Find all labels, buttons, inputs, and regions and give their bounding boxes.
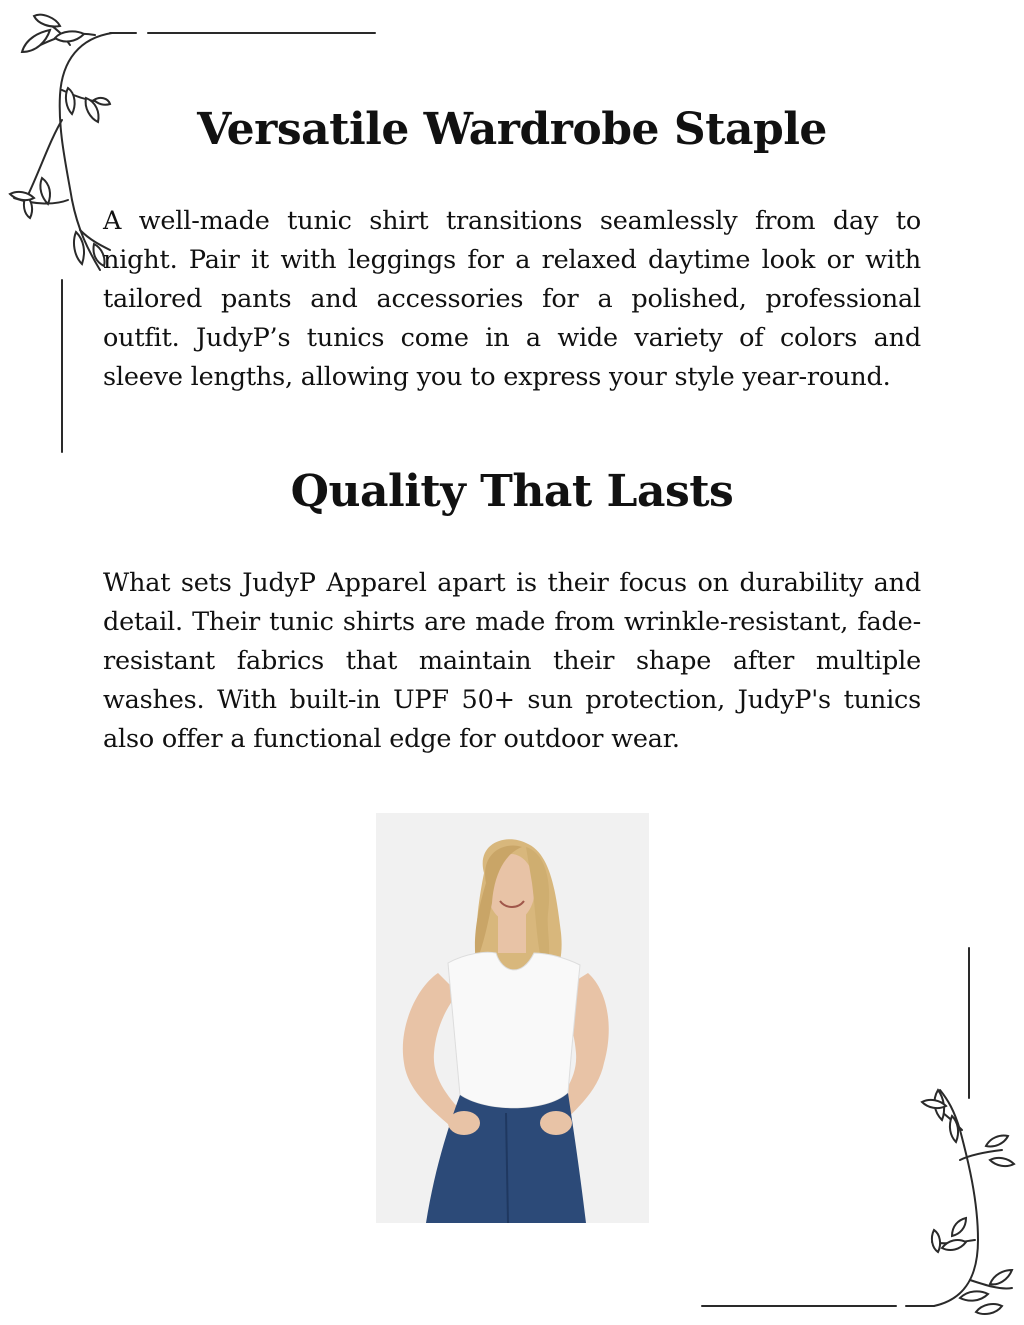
model-photo — [376, 813, 649, 1223]
vine-ornament-bottom-right-icon — [690, 940, 1024, 1325]
section-body: What sets JudyP Apparel apart is their focus on durability and detail. Their tunic shirts are made from wrinkle-resistant, fade-resistant fabrics that maintain their shape after multiple washes. With built-in UPF 50+ sun protection, JudyP's tunics also offer a functional edge for outdoor wear. — [103, 568, 921, 754]
section-body: A well-made tunic shirt transitions seamlessly from day to night. Pair it with leggings for a relaxed daytime look or with tailored pants and accessories for a polished, professional outfit. JudyP’s tunics come in a wide variety of colors and sleeve lengths, allowing you to express your style year-round. — [103, 206, 921, 392]
section-title: Quality That Lasts — [290, 466, 734, 517]
section-title: Versatile Wardrobe Staple — [197, 104, 827, 155]
model-illustration — [376, 813, 649, 1223]
